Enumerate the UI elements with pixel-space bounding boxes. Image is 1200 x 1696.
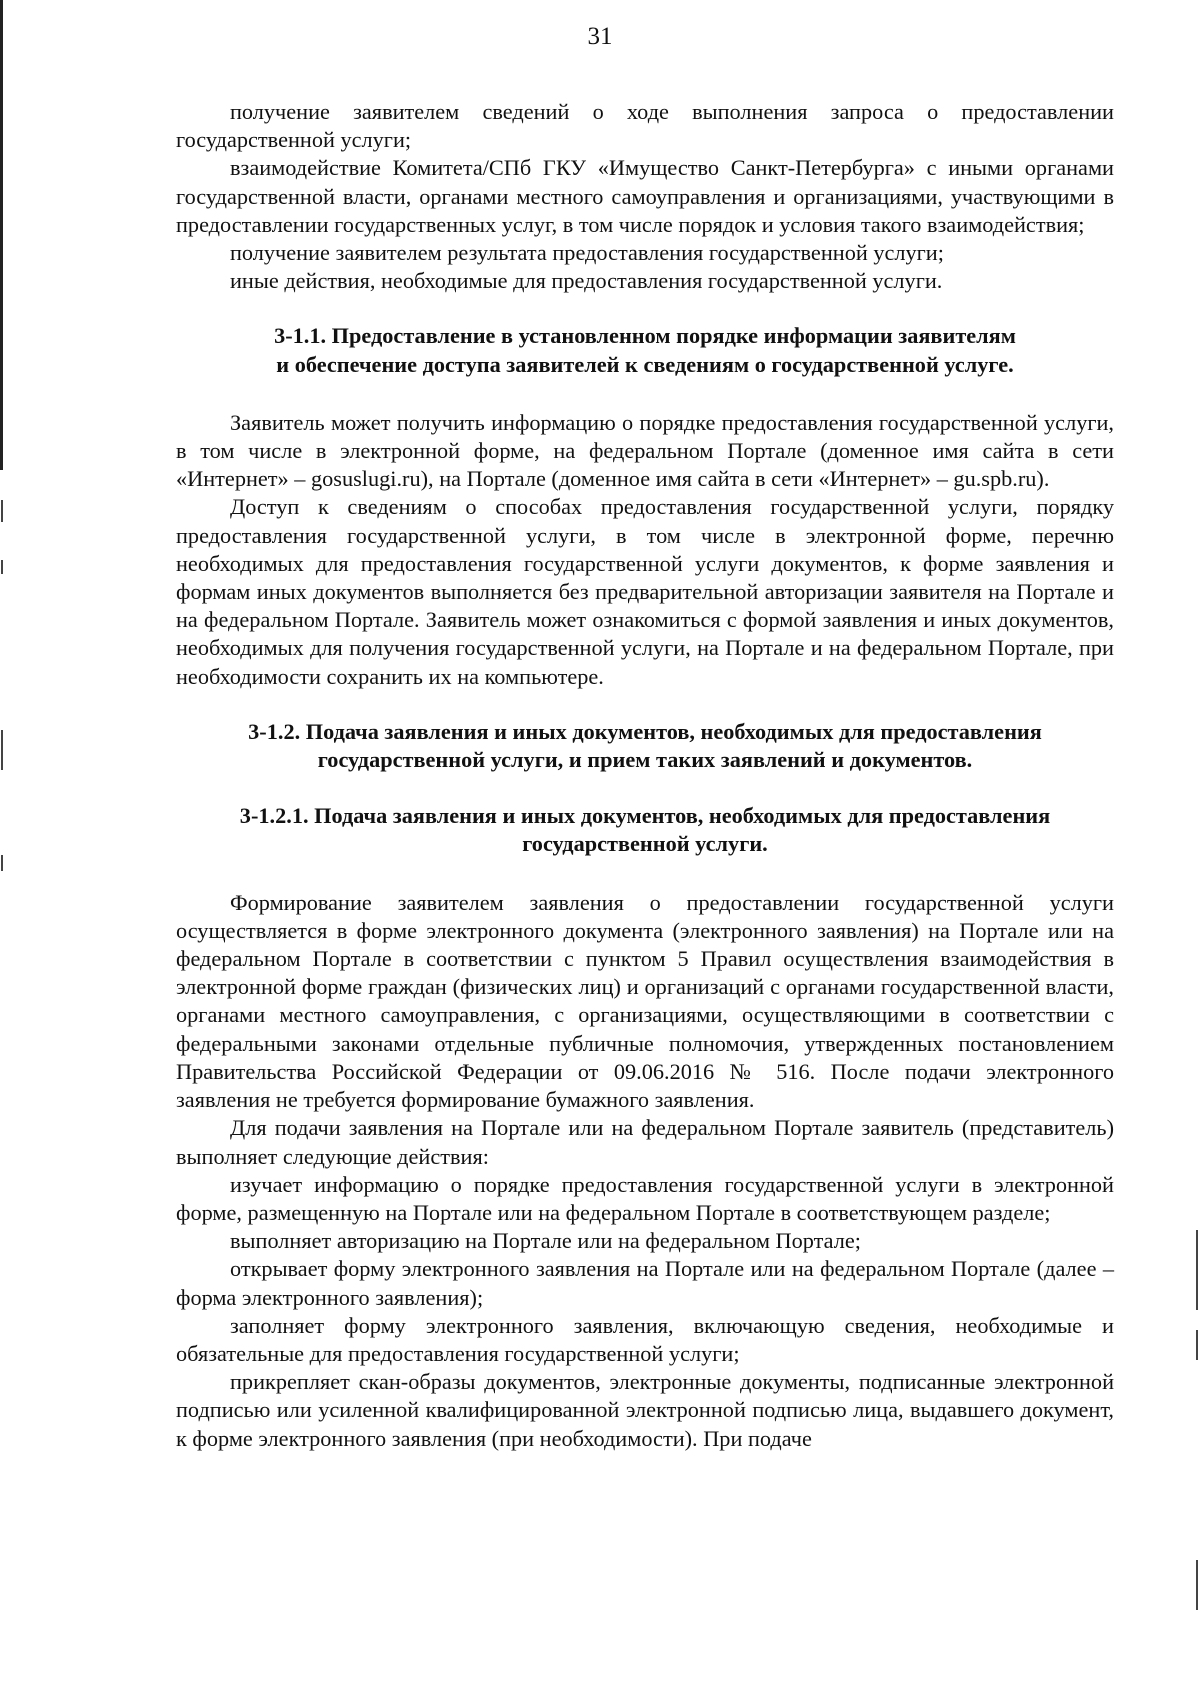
subsection-heading-line: государственной услуги. bbox=[522, 831, 768, 857]
list-paragraph: изучает информацию о порядке предоставления государственной услуги в электронной форме, размещенную на Портале или на федеральном Портале в соответствующем разделе; bbox=[176, 1171, 1114, 1225]
list-paragraph: заполняет форму электронного заявления, включающую сведения, необходимые и обязательные для предоставления государственной услуги; bbox=[176, 1312, 1114, 1366]
section-heading-line: 3-1.1. Предоставление в установленном порядке информации заявителям bbox=[274, 323, 1016, 349]
section-heading-line: и обеспечение доступа заявителей к сведениям о государственной услуге. bbox=[276, 351, 1014, 377]
section-heading-line: государственной услуги, и прием таких заявлений и документов. bbox=[317, 747, 973, 773]
paragraph: Доступ к сведениям о способах предоставления государственной услуги, порядку предоставления государственной услуги, в том числе в электронной форме, перечню необходимых для предоставления государственной услуги документов, к форме заявления и формам иных документов выполняется без предварительной авторизации заявителя на Портале и на федеральном Портале. Заявитель может ознакомиться с формой заявления и иных документов, необходимых для получения государственной услуги, на Портале и на федеральном Портале, при необходимости сохранить их на компьютере. bbox=[176, 494, 1114, 689]
list-paragraph: прикрепляет скан-образы документов, электронные документы, подписанные электронной подписью или усиленной квалифицированной электронной подписью лица, выдавшего документ, к форме электронного заявления (при необходимости). При подаче bbox=[176, 1369, 1114, 1451]
paragraph: получение заявителем результата предоставления государственной услуги; bbox=[230, 240, 944, 266]
list-paragraph: открывает форму электронного заявления на Портале или на федеральном Портале (далее – форма электронного заявления); bbox=[176, 1256, 1114, 1310]
scan-tick-artifact bbox=[1196, 1330, 1198, 1360]
scan-edge-artifact bbox=[0, 0, 3, 470]
document-body bbox=[176, 98, 1114, 1453]
paragraph: получение заявителем сведений о ходе выполнения запроса о предоставлении государственной услуги; bbox=[176, 99, 1114, 153]
section-heading bbox=[176, 718, 1114, 774]
paragraph: Для подачи заявления на Портале или на федеральном Портале заявитель (представитель) выполняет следующие действия: bbox=[176, 1115, 1114, 1169]
page-number: 31 bbox=[587, 23, 613, 50]
scan-tick-artifact bbox=[1, 730, 3, 770]
scan-tick-artifact bbox=[1, 500, 3, 522]
section-heading-line: 3-1.2. Подача заявления и иных документов, необходимых для предоставления bbox=[248, 718, 1042, 744]
paragraph: иные действия, необходимые для предоставления государственной услуги. bbox=[230, 268, 943, 294]
scan-tick-artifact bbox=[1196, 1560, 1198, 1610]
scan-tick-artifact bbox=[1196, 1230, 1198, 1310]
subsection-heading bbox=[176, 802, 1114, 858]
paragraph: Формирование заявителем заявления о предоставлении государственной услуги осуществляется в форме электронного документа (электронного заявления) на Портале или на федеральном Портале в соответствии с пунктом 5 Правил осуществления взаимодействия в электронной форме граждан (физических лиц) и организаций с органами государственной власти, органами местного самоуправления, с организациями, осуществляющими в соответствии с федеральными законами отдельные публичные полномочия, утвержденных постановлением Правительства Российской Федерации от 09.06.2016 № 516. После подачи электронного заявления не требуется формирование бумажного заявления. bbox=[176, 889, 1114, 1113]
scan-tick-artifact bbox=[1, 855, 3, 871]
list-paragraph: выполняет авторизацию на Портале или на федеральном Портале; bbox=[230, 1228, 861, 1254]
scan-tick-artifact bbox=[1, 560, 3, 574]
paragraph: Заявитель может получить информацию о порядке предоставления государственной услуги, в том числе в электронной форме, на федеральном Портале (доменное имя сайта в сети «Интернет» – gosuslugi.ru), на Портале (доменное имя сайта в сети «Интернет» – gu.spb.ru). bbox=[176, 409, 1114, 492]
section-heading bbox=[176, 322, 1114, 378]
subsection-heading-line: 3-1.2.1. Подача заявления и иных документов, необходимых для предоставления bbox=[239, 803, 1051, 829]
paragraph: взаимодействие Комитета/СПб ГКУ «Имущество Санкт-Петербурга» с иными органами государственной власти, органами местного самоуправления и организациями, участвующими в предоставлении государственных услуг, в том числе порядок и условия такого взаимодействия; bbox=[176, 155, 1114, 237]
